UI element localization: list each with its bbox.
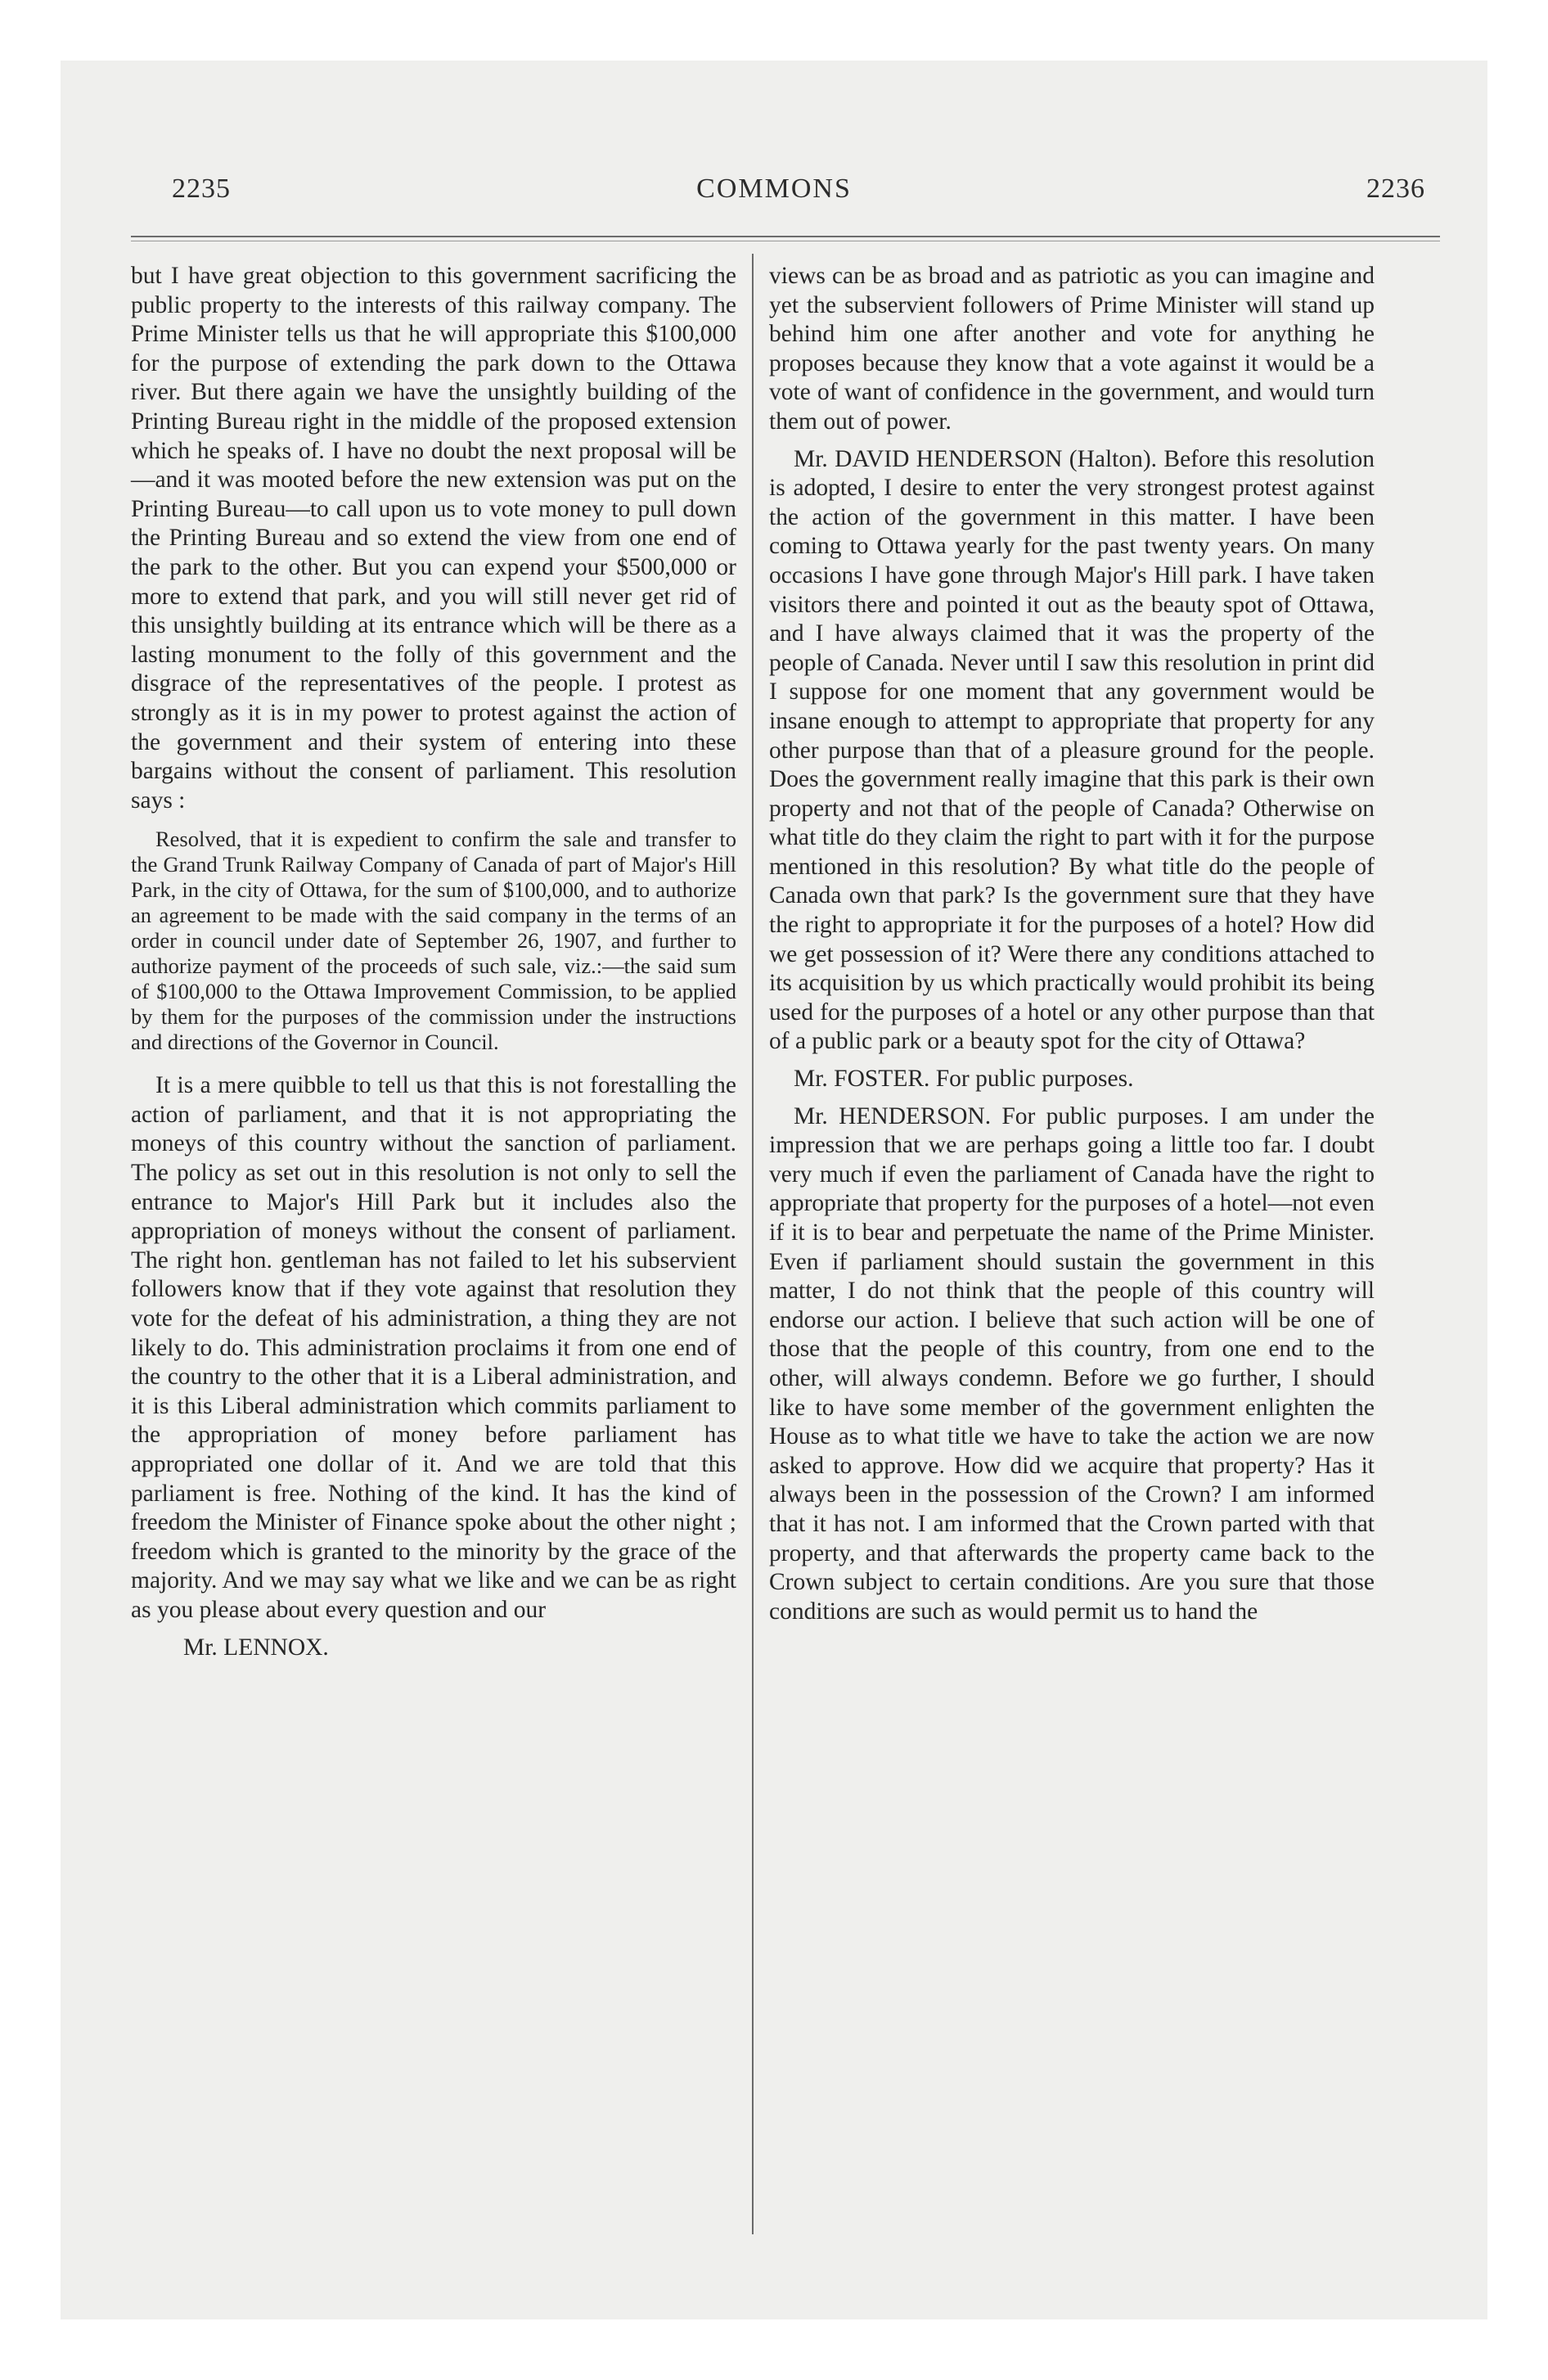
paragraph: It is a mere quibble to tell us that this is not forestalling the action of parliament, and that it is not appropriating the moneys of this country without the sanction of parliament. The policy as set out in this resolution is not only to sell the entrance to Major's Hill Park but it includes also the appropriation of moneys without the consent of parliament. The right hon. gentleman has not failed to let his subservient followers know that if they vote against that resolution they vote for the defeat of his administration, a thing they are not likely to do. This administration proclaims it from one end of the country to the other that it is a Liberal administration, and it is this Liberal administration which commits parliament to the appropriation of money before parliament has appropriated one dollar of it. And we are told that this parliament is free. Nothing of the kind. It has the kind of freedom the Minister of Finance spoke about the other night ; freedom which is granted to the minority by the grace of the majority. And we may say what we like and we can be as right as you please about every question and our [131,1072,736,1623]
resolution-quote: Resolved, that it is expedient to confirm the sale and transfer to the Grand Trunk Railway Company of Canada of part of Major's Hill Park, in the city of Ottawa, for the sum of $100,000, and to authorize an agreement to be made with the said company in the terms of an order in council under date of September 26, 1907, and further to authorize payment of the proceeds of such sale, viz.:—the said sum of $100,000 to the Ottawa Improvement Commission, to be applied by them for the purposes of the commission under the instructions and directions of the Governor in Council. [131,827,736,1055]
speech-henderson-continued: Mr. HENDERSON. For public purposes. I am under the impression that we are perhaps going a little too far. I doubt very much if even the parliament of Canada have the right to appropriate that property for the purposes of a hotel—not even if it is to bear and perpetuate the name of the Prime Minister. Even if parliament should sustain the government in this matter, I do not think that the people of this country will endorse our action. I believe that such action will be one of those that the people of this country, from one end to the other, will always condemn. Before we go further, I should like to have some member of the government enlighten the House as to what title we have to take the action we are now asked to approve. How did we acquire that property? Has it always been in the possession of the Crown? I am informed that it has not. I am informed that the Crown parted with that property, and that afterwards the property came back to the Crown subject to certain conditions. Are you sure that those conditions are such as would permit us to hand the [769,1102,1375,1625]
paragraph: views can be as broad and as patriotic as you can imagine and yet the subservient followers of Prime Minister will stand up behind him one after another and vote for anything he proposes because they know that a vote against it would be a vote of want of confidence in the government, and would turn them out of power. [769,263,1375,435]
right-column [769,262,1375,1634]
left-column [131,262,736,1670]
column-divider [752,254,754,2234]
speech-henderson: Mr. DAVID HENDERSON (Halton). Before this resolution is adopted, I desire to enter the very strongest protest against the action of the government in this matter. I have been coming to Ottawa yearly for the past twenty years. On many occasions I have gone through Major's Hill park. I have taken visitors there and pointed it out as the beauty spot of Ottawa, and I have always claimed that it was the property of the people of Canada. Never until I saw this resolution in print did I suppose for one moment that any government would be insane enough to attempt to appropriate that property for any other purpose than that of a pleasure ground for the people. Does the government really imagine that this park is their own property and not that of the people of Canada? Otherwise on what title do they claim the right to part with it for the purpose mentioned in this resolution? By what title do the people of Canada own that park? Is the government sure that they have the right to appropriate it for the purposes of a hotel? How did we get possession of it? Were there any conditions attached to its acquisition by us which practically would prohibit its being used for the purposes of a hotel or any other purpose than that of a public park or a beauty spot for the city of Ottawa? [769,445,1375,1055]
paragraph: but I have great objection to this government sacrificing the public property to the interests of this railway company. The Prime Minister tells us that he will appropriate this $100,000 for the purpose of extending the park down to the Ottawa river. But there again we have the unsightly building of the Printing Bureau right in the middle of the proposed extension which he speaks of. I have no doubt the next proposal will be—and it was mooted before the new extension was put on the Printing Bureau—to call upon us to vote money to pull down the Printing Bureau and so extend the view from one end of the park to the other. But you can expend your $500,000 or more to extend that park, and you will still never get rid of this unsightly building at its entrance which will be there as a lasting monument to the folly of this government and the disgrace of the representatives of the people. I protest as strongly as it is in my power to protest against the action of the government and their system of entering into these bargains without the consent of parliament. This resolution says : [131,263,736,814]
page-sheet [61,61,1487,2319]
header-rule [131,236,1440,237]
page-number-left: 2235 [172,174,231,204]
speech-foster: Mr. FOSTER. For public purposes. [794,1066,1134,1093]
page-number-right: 2236 [1366,174,1425,204]
speaker-footer: Mr. LENNOX. [183,1634,329,1661]
page-title: COMMONS [696,174,852,204]
